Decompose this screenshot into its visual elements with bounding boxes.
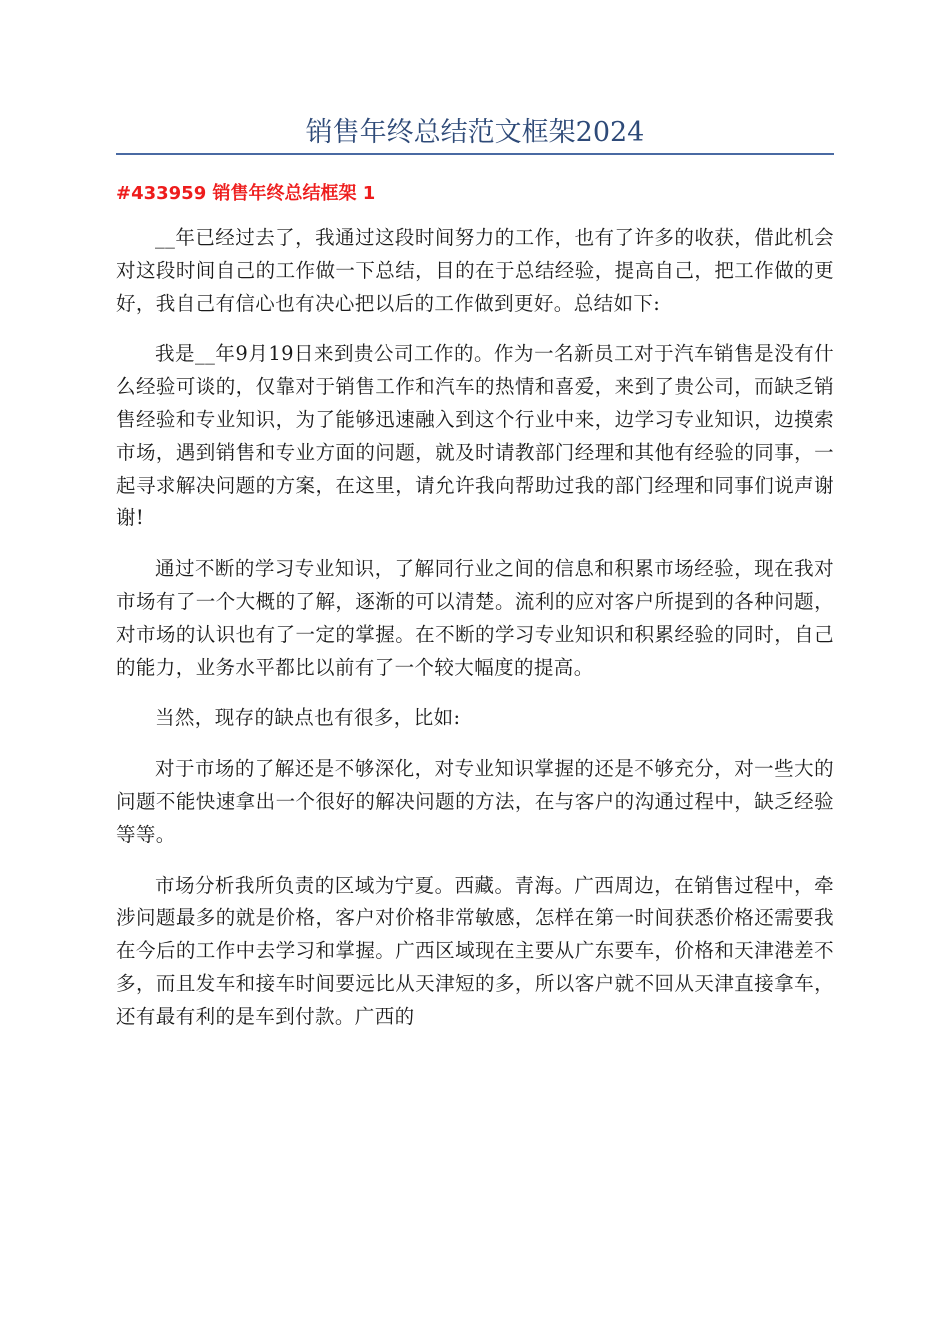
paragraph-3: 通过不断的学习专业知识，了解同行业之间的信息和积累市场经验，现在我对市场有了一个大概的了解，逐渐的可以清楚。流利的应对客户所提到的各种问题，对市场的认识也有了一定的掌握。在不断的学习专业知识和积累经验的同时，自己的能力，业务水平都比以前有了一个较大幅度的提高。 — [116, 557, 834, 679]
document-body — [116, 222, 834, 1052]
document-title: 销售年终总结范文框架2024 — [305, 117, 645, 148]
paragraph-2: 我是__年9月19日来到贵公司工作的。作为一名新员工对于汽车销售是没有什么经验可谈的，仅靠对于销售工作和汽车的热情和喜爱，来到了贵公司，而缺乏销售经验和专业知识，为了能够迅速融入到这个行业中来，边学习专业知识，边摸索市场，遇到销售和专业方面的问题，就及时请教部门经理和其他有经验的同事，一起寻求解决问题的方案，在这里，请允许我向帮助过我的部门经理和同事们说声谢谢! — [116, 342, 834, 530]
paragraph-4: 当然，现存的缺点也有很多，比如: — [155, 706, 461, 730]
paragraph-6: 市场分析我所负责的区域为宁夏。西藏。青海。广西周边，在销售过程中，牵涉问题最多的就是价格，客户对价格非常敏感，怎样在第一时间获悉价格还需要我在今后的工作中去学习和掌握。广西区域现在主要从广东要车，价格和天津港差不多，而且发车和接车时间要远比从天津短的多，所以客户就不回从天津直接拿车，还有最有利的是车到付款。广西的 — [116, 873, 834, 1028]
paragraph-5: 对于市场的了解还是不够深化，对专业知识掌握的还是不够充分，对一些大的问题不能快速拿出一个很好的解决问题的方法，在与客户的沟通过程中，缺乏经验等等。 — [116, 757, 834, 846]
section-heading: #433959 销售年终总结框架 1 — [116, 183, 376, 204]
paragraph-1: __年已经过去了，我通过这段时间努力的工作，也有了许多的收获，借此机会对这段时间自己的工作做一下总结，目的在于总结经验，提高自己，把工作做的更好，我自己有信心也有决心把以后的工作做到更好。总结如下: — [116, 226, 834, 315]
title-underline — [116, 153, 834, 155]
